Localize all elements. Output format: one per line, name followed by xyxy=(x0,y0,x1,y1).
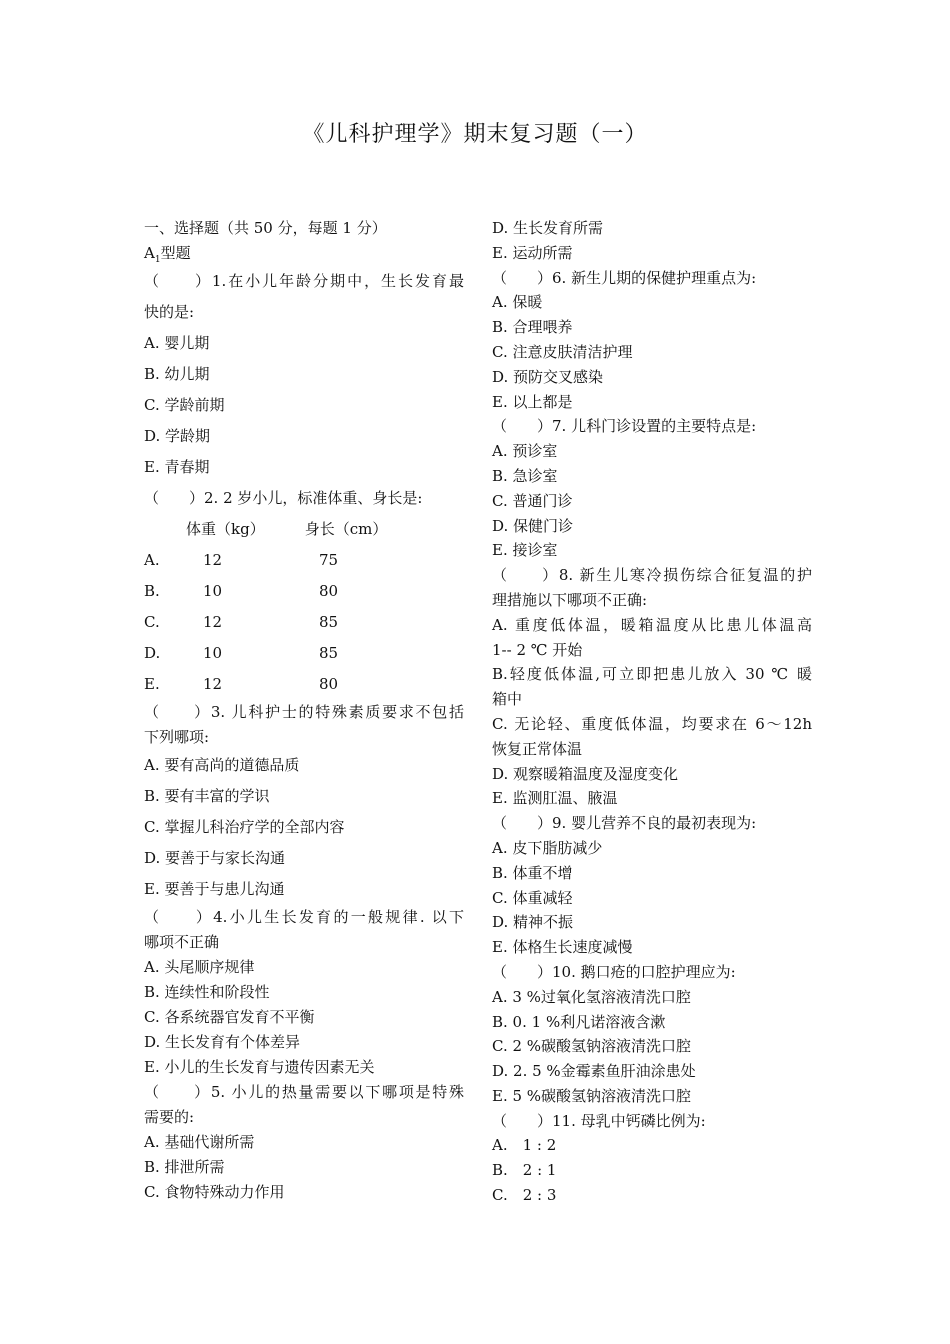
question-4 xyxy=(144,905,464,1080)
option-b: B. 幼儿期 xyxy=(144,365,210,383)
option-label: E. xyxy=(144,675,160,693)
option-b-cont: 箱中 xyxy=(492,690,523,709)
option-c: C. 各系统器官发育不平衡 xyxy=(144,1008,315,1026)
question-type-subscript: 1 xyxy=(154,255,161,265)
question-7 xyxy=(492,414,812,563)
question-stem: （ ）2. 2 岁小儿，标准体重、身长是: xyxy=(144,489,423,507)
left-column xyxy=(144,216,464,1205)
option-d: D. 生长发育所需 xyxy=(492,219,604,237)
question-1 xyxy=(144,266,464,483)
question-stem-cont: 哪项不正确 xyxy=(144,933,220,951)
weight-value: 12 xyxy=(203,613,223,631)
option-e: E. 接诊室 xyxy=(492,541,558,560)
option-a: A. 头尾顺序规律 xyxy=(144,958,255,976)
question-6 xyxy=(492,266,812,415)
question-stem-cont: 快的是: xyxy=(144,303,195,321)
table-row xyxy=(144,638,464,669)
question-5-continued xyxy=(492,216,812,266)
option-e: E. 监测肛温、腋温 xyxy=(492,789,618,808)
option-c: C. 无论轻、重度低体温，均要求在 6～12h xyxy=(492,714,812,733)
weight-value: 12 xyxy=(203,551,223,569)
document-title: 《儿科护理学》期末复习题（一） xyxy=(302,122,648,147)
option-e: E. 要善于与患儿沟通 xyxy=(144,880,285,898)
weight-value: 10 xyxy=(203,644,223,662)
table-row xyxy=(144,607,464,638)
height-value: 80 xyxy=(319,675,339,693)
question-stem-cont: 下列哪项: xyxy=(144,728,210,746)
option-a: A. 预诊室 xyxy=(492,442,558,461)
table-row xyxy=(144,576,464,607)
height-value: 85 xyxy=(319,613,339,631)
option-d: D. 预防交叉感染 xyxy=(492,367,604,386)
option-c: C. 普通门诊 xyxy=(492,491,573,510)
option-b: B. 2 : 1 xyxy=(492,1161,557,1180)
option-a: A. 重度低体温，暖箱温度从比患儿体温高 xyxy=(492,615,812,634)
question-8 xyxy=(492,563,812,811)
question-9 xyxy=(492,811,812,960)
question-stem: （ ）6. 新生儿期的保健护理重点为: xyxy=(492,268,757,287)
question-stem-cont: 需要的: xyxy=(144,1108,195,1126)
option-b: B. 0. 1 %利凡诺溶液含漱 xyxy=(492,1012,666,1031)
question-stem-cont: 理措施以下哪项不正确: xyxy=(492,590,648,609)
question-stem: （ ）5. 小儿的热量需要以下哪项是特殊 xyxy=(144,1083,464,1101)
weight-value: 12 xyxy=(203,675,223,693)
question-3 xyxy=(144,700,464,905)
table-row xyxy=(144,545,464,576)
height-value: 85 xyxy=(319,644,339,662)
option-c: C. 掌握儿科治疗学的全部内容 xyxy=(144,818,345,836)
right-column xyxy=(492,216,812,1208)
option-label: A. xyxy=(144,551,160,569)
section-heading: 一、选择题（共 50 分，每题 1 分） xyxy=(144,219,387,237)
option-a: A. 皮下脂肪减少 xyxy=(492,838,603,857)
question-10 xyxy=(492,960,812,1109)
option-b: B.轻度低体温,可立即把患儿放入 30 ℃ 暖 xyxy=(492,665,812,684)
question-stem: （ ）8. 新生儿寒冷损伤综合征复温的护 xyxy=(492,566,812,585)
option-b: B. 急诊室 xyxy=(492,466,558,485)
option-e: E. 青春期 xyxy=(144,458,210,476)
option-b: B. 体重不增 xyxy=(492,863,573,882)
option-d: D. 观察暖箱温度及湿度变化 xyxy=(492,764,679,783)
option-e: E. 小儿的生长发育与遗传因素无关 xyxy=(144,1058,375,1076)
option-c: C. 体重减轻 xyxy=(492,888,573,907)
option-d: D. 保健门诊 xyxy=(492,516,574,535)
option-d: D. 生长发育有个体差异 xyxy=(144,1033,301,1051)
question-type-suffix: 型题 xyxy=(160,244,191,262)
option-label: C. xyxy=(144,613,160,631)
option-c: C. 学龄前期 xyxy=(144,396,225,414)
option-b: B. 要有丰富的学识 xyxy=(144,787,270,805)
table-row xyxy=(144,669,464,700)
option-b: B. 排泄所需 xyxy=(144,1158,225,1176)
table-header xyxy=(144,514,464,545)
question-stem: （ ）9. 婴儿营养不良的最初表现为: xyxy=(492,814,757,833)
question-stem: （ ）4.小儿生长发育的一般规律. 以下 xyxy=(144,908,464,926)
option-d: D. 精神不振 xyxy=(492,913,574,932)
question-11 xyxy=(492,1109,812,1208)
question-2 xyxy=(144,483,464,700)
option-a: A. 基础代谢所需 xyxy=(144,1133,255,1151)
height-value: 75 xyxy=(319,551,339,569)
option-e: E. 体格生长速度减慢 xyxy=(492,938,633,957)
weight-value: 10 xyxy=(203,582,223,600)
option-d: D. 2. 5 %金霉素鱼肝油涂患处 xyxy=(492,1062,696,1081)
option-c-cont: 恢复正常体温 xyxy=(492,739,583,758)
question-stem: （ ）10. 鹅口疮的口腔护理应为: xyxy=(492,962,736,981)
option-e: E. 运动所需 xyxy=(492,243,573,262)
option-c: C. 食物特殊动力作用 xyxy=(144,1183,285,1201)
option-label: D. xyxy=(144,644,161,662)
option-c: C. 2 %碳酸氢钠溶液清洗口腔 xyxy=(492,1037,692,1056)
option-b: B. 连续性和阶段性 xyxy=(144,983,270,1001)
question-type-label xyxy=(144,241,464,266)
question-stem: （ ）1.在小儿年龄分期中，生长发育最 xyxy=(144,272,464,290)
option-e: E. 以上都是 xyxy=(492,392,573,411)
option-c: C. 注意皮肤清洁护理 xyxy=(492,342,633,361)
option-d: D. 要善于与家长沟通 xyxy=(144,849,286,867)
option-a: A. 婴儿期 xyxy=(144,334,210,352)
option-e: E. 5 %碳酸氢钠溶液清洗口腔 xyxy=(492,1086,692,1105)
option-c: C. 2 : 3 xyxy=(492,1186,557,1205)
weight-column-header: 体重（kg） xyxy=(186,520,265,538)
option-b: B. 合理喂养 xyxy=(492,318,573,337)
height-value: 80 xyxy=(319,582,339,600)
option-a: A. 1 : 2 xyxy=(492,1136,557,1155)
question-stem: （ ）7. 儿科门诊设置的主要特点是: xyxy=(492,417,757,436)
option-label: B. xyxy=(144,582,160,600)
option-d: D. 学龄期 xyxy=(144,427,211,445)
option-a-cont: 1-- 2 ℃ 开始 xyxy=(492,640,583,659)
question-stem: （ ）11. 母乳中钙磷比例为: xyxy=(492,1111,706,1130)
option-a: A. 要有高尚的道德品质 xyxy=(144,756,300,774)
height-column-header: 身长（cm） xyxy=(304,520,388,538)
option-a: A. 3 %过氧化氢溶液清洗口腔 xyxy=(492,987,691,1006)
option-a: A. 保暖 xyxy=(492,293,543,312)
question-stem: （ ）3. 儿科护士的特殊素质要求不包括 xyxy=(144,703,464,721)
question-type-letter: A xyxy=(144,244,155,262)
question-5 xyxy=(144,1080,464,1205)
